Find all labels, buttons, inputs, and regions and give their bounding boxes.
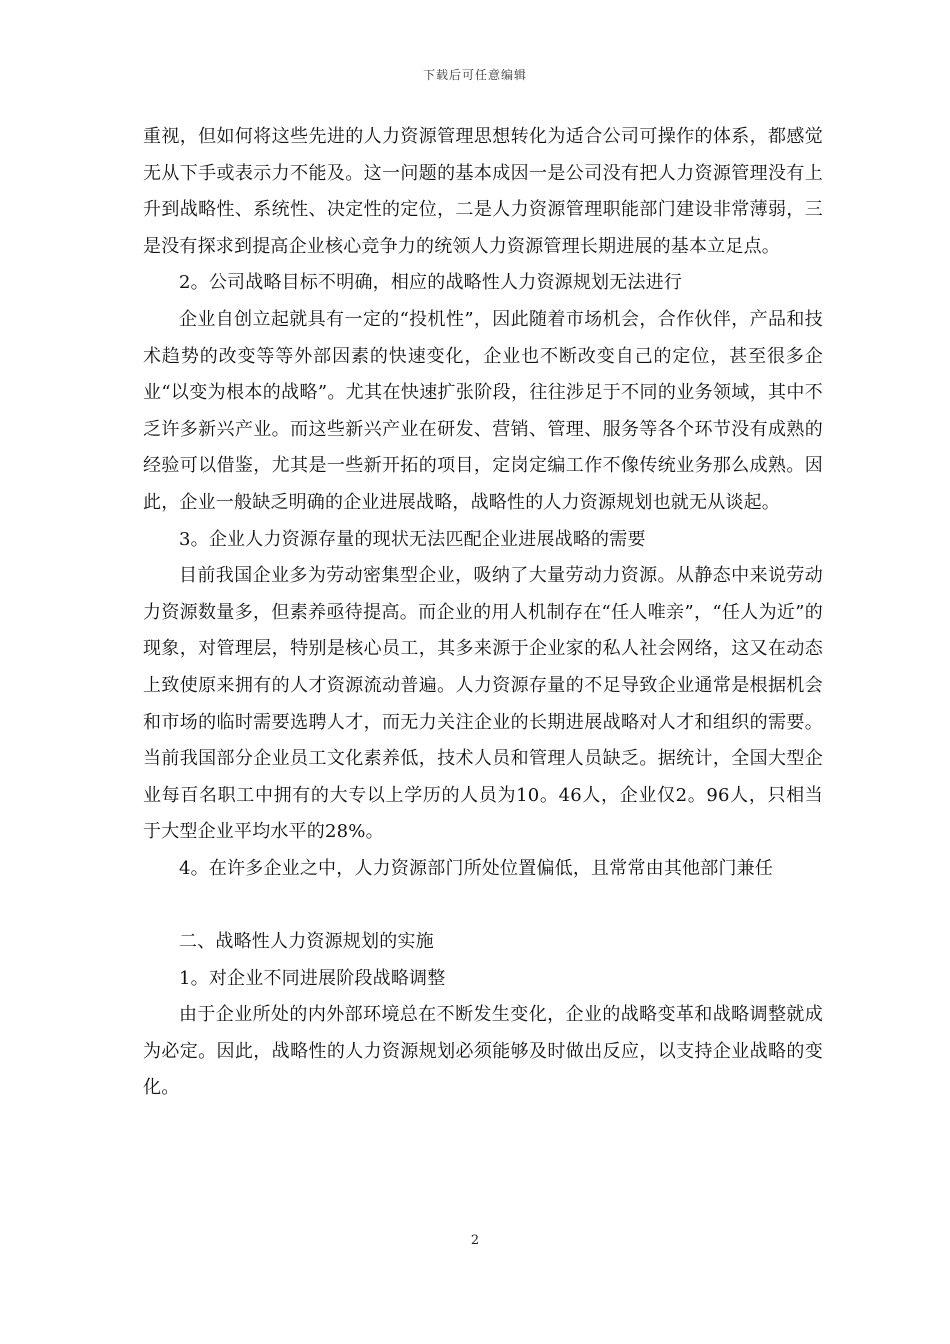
paragraph-hr-stock: 目前我国企业多为劳动密集型企业，吸纳了大量劳动力资源。从静态中来说劳动力资源数量多，但素养亟待提高。而企业的用人机制存在“任人唯亲”，“任人为近”的现象，对管理层，特别是核心员工，其多来源于企业家的私人社会网络，这又在动态上致使原来拥有的人才资源流动普遍。人力资源存量的不足导致企业通常是根据机会和市场的临时需要选聘人才，而无力关注企业的长期进展战略对人才和组织的需要。当前我国部分企业员工文化素养低，技术人员和管理人员缺乏。据统计，全国大型企业每百名职工中拥有的大专以上学历的人员为10。46人，企业仅2。96人，只相当于大型企业平均水平的28%。 <box>143 565 823 843</box>
section-heading-4: 4。在许多企业之中，人力资源部门所处位置偏低，且常常由其他部门兼任 <box>179 857 774 879</box>
chapter-heading: 二、战略性人力资源规划的实施 <box>179 931 434 953</box>
document-body <box>143 119 823 1107</box>
page-number: 2 <box>470 1233 480 1248</box>
section-heading-2: 2。公司战略目标不明确，相应的战略性人力资源规划无法进行 <box>179 272 683 294</box>
paragraph-continuation: 重视，但如何将这些先进的人力资源管理思想转化为适合公司可操作的体系，都感觉无从下手或表示力不能及。这一问题的基本成因一是公司没有把人力资源管理没有上升到战略性、系统性、决定性的定位，二是人力资源管理职能部门建设非常薄弱，三是没有探求到提高企业核心竞争力的统领人力资源管理长期进展的基本立足点。 <box>143 126 823 257</box>
subsection-heading-1: 1。对企业不同进展阶段战略调整 <box>179 967 446 989</box>
page-header: 下载后可任意编辑 <box>422 68 527 82</box>
paragraph-strategy: 企业自创立起就具有一定的“投机性”，因此随着市场机会，合作伙伴，产品和技术趋势的改变等等外部因素的快速变化，企业也不断改变自己的定位，甚至很多企业“以变为根本的战略”。尤其在快速扩张阶段，往往涉足于不同的业务领域，其中不乏许多新兴产业。而这些新兴产业在研发、营销、管理、服务等各个环节没有成熟的经验可以借鉴，尤其是一些新开拓的项目，定岗定编工作不像传统业务那么成熟。因此，企业一般缺乏明确的企业进展战略，战略性的人力资源规划也就无从谈起。 <box>143 308 823 513</box>
paragraph-strategy-adjustment: 由于企业所处的内外部环境总在不断发生变化，企业的战略变革和战略调整就成为必定。因此，战略性的人力资源规划必须能够及时做出反应，以支持企业战略的变化。 <box>143 1004 823 1099</box>
blank-line <box>143 887 823 924</box>
section-heading-3: 3。企业人力资源存量的现状无法匹配企业进展战略的需要 <box>179 528 646 550</box>
